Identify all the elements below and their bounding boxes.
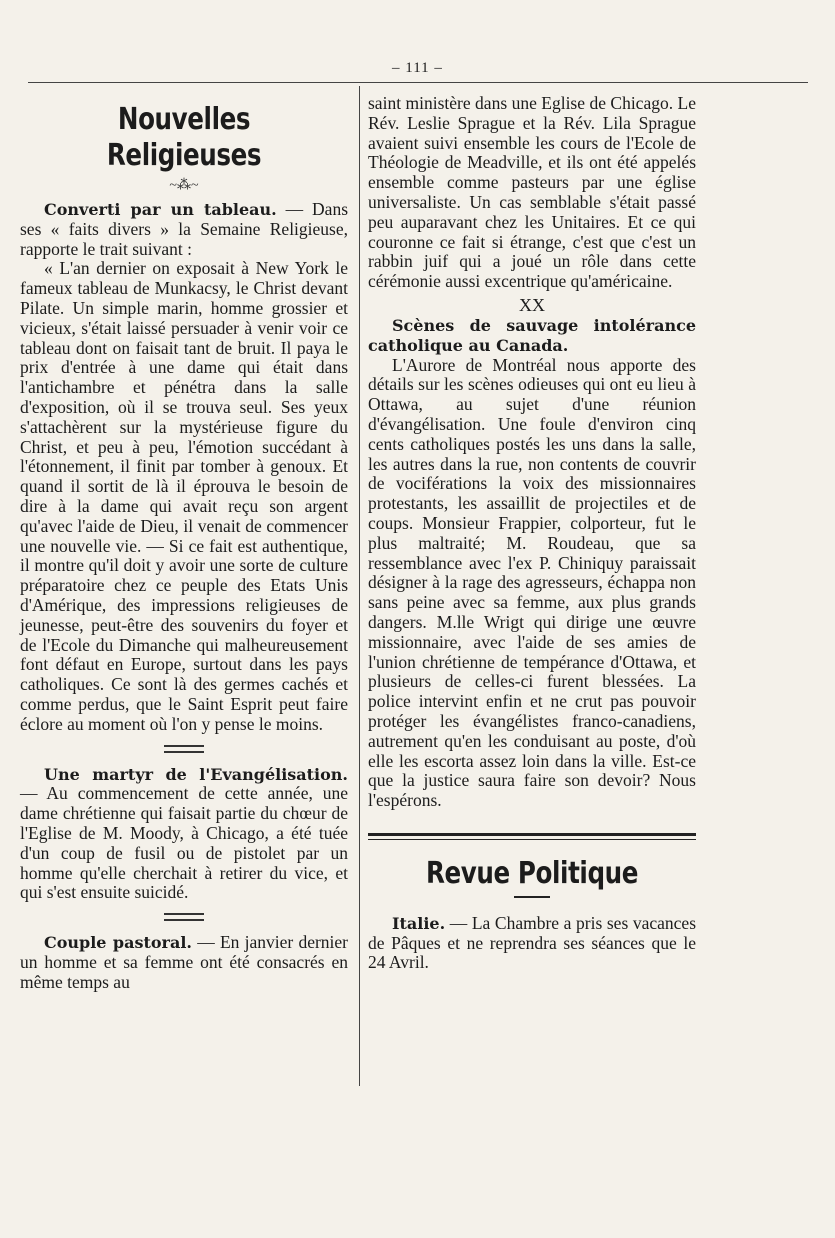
separator	[20, 911, 348, 925]
article-text: — Au commencement de cette année, une dame chrétienne qui faisait partie du chœur de l'Eglise de M. Moody, à Chicago, a été tuée d'un coup de fusil ou de pistolet par un homme qu'elle cherchait à retirer du vice, et qui s'est ensuite suicidé.	[20, 783, 348, 903]
article-text: — Dans ses « faits divers » la Semaine Religieuse, rapporte le trait suivant :	[20, 199, 348, 259]
article-heading: Italie.	[392, 913, 446, 933]
left-column	[20, 94, 348, 992]
article-converti-body: « L'an dernier on exposait à New York le fameux tableau de Munkacsy, le Christ devant Pilate. Un simple marin, homme grossier et vicieux, s'était laissé persuader à venir voir ce tableau dont on faisait tant de bruit. Il paya le prix d'entrée à une dame qui était dans l'antichambre et pénétra dans la salle d'exposition, où il se trouva seul. Ses yeux s'attachèrent sur la mystérieuse figure du Christ, et peu à peu, l'émotion succédant à l'étonnement, il finit par tomber à genoux. Et quand il sortit de là il éprouva le besoin de dire à la dame qui avait reçu son argent qu'avec l'aide de Dieu, il venait de commencer une nouvelle vie. — Si ce fait est authentique, il montre qu'il doit y avoir une sorte de culture préparatoire chez ce peuple des Etats Unis d'Amérique, des impressions religieuses de jeunesse, peut-être des souvenirs du foyer et de l'Ecole du Dimanche qui malheureusement font défaut en Europe, surtout dans les pays catholiques. Ce sont là des germes cachés et comme perdus, que le Saint Esprit peut faire éclore au moment où l'on y pense le moins.	[20, 258, 348, 734]
article-canada-body: L'Aurore de Montréal nous apporte des détails sur les scènes odieuses qui ont eu lieu à Ottawa, au sujet d'une réunion d'évangélisation. Une foule d'environ cinq cents catholiques postés les uns dans la salle, les autres dans la rue, non contents de couvrir de vociférations la voix des missionnaires protestants, les assaillit de projectiles et de coups. Monsieur Frappier, colporteur, fut le plus maltraité; M. Roudeau, que sa ressemblance avec l'ex P. Chiniquy paraissait désigner à la rage des agresseurs, échappa non sans peine avec sa femme, aux plus grands dangers. M.lle Wrigt qui dirige une œuvre missionnaire, avec l'aide de ses amies de l'union chrétienne de tempérance d'Ottawa, et plusieurs de celles-ci furent blessées. La police intervint enfin et ne crut pas pouvoir protéger les évangélistes franco-canadiens, autrement qu'en les conduisant au poste, d'où elle les escorta assez loin dans la ville. Est-ce que la justice saura faire son devoir? Nous l'espérons.	[368, 354, 696, 811]
section-title-revue-politique: Revue Politique	[425, 855, 639, 891]
article-italie	[368, 914, 696, 973]
separator-xx: XX	[519, 294, 545, 315]
header-rule	[28, 82, 808, 83]
separator	[20, 743, 348, 757]
article-text: — La Chambre a pris ses vacances de Pâques et ne reprendra ses séances que le 24 Avril.	[368, 912, 696, 973]
article-heading: Une martyr de l'Evangélisation.	[44, 764, 348, 784]
article-canada-heading-para	[368, 316, 696, 356]
article-couple-pastoral	[20, 933, 348, 992]
right-column	[368, 94, 696, 973]
section-divider	[368, 833, 696, 840]
title-ornament: ~⁂~	[169, 178, 199, 193]
page-number: – 111 –	[392, 60, 443, 76]
article-heading: Couple pastoral.	[44, 933, 192, 953]
column-divider	[359, 86, 360, 1086]
article-heading: Converti par un tableau.	[44, 200, 277, 219]
article-converti-intro	[20, 200, 348, 259]
section-title-nouvelles-religieuses: Nouvelles Religieuses	[106, 102, 262, 173]
article-martyr	[20, 765, 348, 904]
title-underline	[514, 896, 550, 898]
article-couple-pastoral-continued: saint ministère dans une Eglise de Chicago. Le Rév. Leslie Sprague et la Rév. Lila Sprague avaient suivi ensemble les cours de l'Ecole de Théologie de Meadville, et ils ont été appelés ensemble comme pasteurs par une église universaliste. Un cas semblable s'était passé peu auparavant chez les Unitaires. Et ce qui couronne ce fait si étrange, c'est que c'est un rabbin juif qui a joué un rôle dans cette cérémonie aussi excentrique qu'américaine.	[368, 93, 696, 292]
article-text: — En janvier dernier un homme et sa femme ont été consacrés en même temps au	[20, 932, 348, 992]
article-heading: Scènes de sauvage intolérance catholique au Canada.	[368, 315, 696, 355]
